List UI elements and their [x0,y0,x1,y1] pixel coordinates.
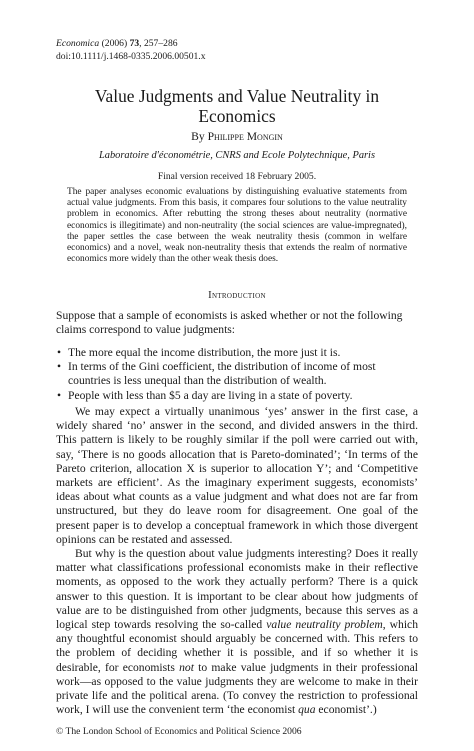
abstract: The paper analyses economic evaluations by distinguishing evaluative statements from actual value judgments. From this basis, it compares four solutions to the value neutrality problem in economics. After rebutting the strong theses about neutrality (normative economics is illegitimate) and non-neutrality (the social sciences are value-impregnated), the paper settles the case between the weak neutrality thesis (common in welfare economics) and a novel, weak non-neutrality thesis that extends the realm of normative economics more widely than the other weak thesis does. [67,187,407,265]
author-affiliation: Laboratoire d'économétrie, CNRS and Ecole Polytechnique, Paris [99,150,375,161]
emphasis-value-neutrality: value neutrality problem [266,618,383,632]
received-date: Final version received 18 February 2005. [157,171,317,182]
emphasis-not: not [179,660,194,674]
doi: doi:10.1111/j.1468-0335.2006.00501.x [56,51,206,62]
journal-pages: , 257–286 [139,38,178,49]
body-paragraph-2: But why is the question about value judgments interesting? Does it really matter what classifications professional economists make in their reflective moments, as opposed to the work they actually perform? There is a quick answer to this question. It is important to be clear about how judgments of value are to be distinguished from other judgments, because this serves as a logical step towards resolving the so-called value neutrality problem, which any thoughtful economist should arguably be concerned with. This refers to the problem of deciding whether it is possible, and if so whether it is desirable, for economists not to make value judgments in their professional work—as opposed to the value judgments they are welcome to make in their private life and the political arena. (To convey the restriction to professional work, I will use the convenient term ‘the economist qua economist’.) [56,547,418,717]
title-line-1: Value Judgments and Value Neutrality in [94,86,380,106]
claims-list [56,346,418,403]
emphasis-qua: qua [298,703,316,717]
list-item: • The more equal the income distribution, the more just it is. [57,346,341,359]
list-item: • In terms of the Gini coefficient, the distribution of income of most countries is less unequal than the distribution of wealth. [57,360,376,388]
bullet-icon: • [57,360,62,374]
author-prefix: By [191,130,205,143]
journal-year: (2006) [101,38,128,49]
title-line-2: Economics [198,106,276,126]
list-item: • People with less than $5 a day are living in a state of poverty. [57,388,353,402]
author-line [40,130,434,143]
journal-volume: 73 [129,38,140,49]
author-name: Philippe Mongin [207,130,283,143]
copyright-footer: © The London School of Economics and Political Science 2006 [56,726,302,737]
intro-paragraph: Suppose that a sample of economists is asked whether or not the following claims correspond to value judgments: [56,309,403,337]
body-paragraph-1: We may expect a virtually unanimous ‘yes’ answer in the first case, a widely shared ‘no’ answer in the second, and divided answers in the third. This pattern is likely to be roughly similar if the poll were carried out with, say, ‘There is no goods allocation that is Pareto-dominated’; ‘In terms of the Pareto criterion, allocation X is superior to allocation Y’; and ‘Competitive markets are efficient’. As the imaginary experiment suggests, economists’ ideas about what counts as a value judgment and what does not are far from unstructured, but they do leave room for disagreement. One goal of the present paper is to develop a conceptual framework in which those divergent opinions can be restated and assessed. [56,405,418,546]
citation-line [56,37,206,50]
body-text [56,405,418,717]
bullet-icon: • [57,388,62,402]
paper-title [40,86,434,126]
journal-name: Economica [56,38,100,49]
section-heading-introduction: Introduction [208,290,266,301]
journal-header [56,37,206,63]
bullet-icon: • [57,346,62,359]
